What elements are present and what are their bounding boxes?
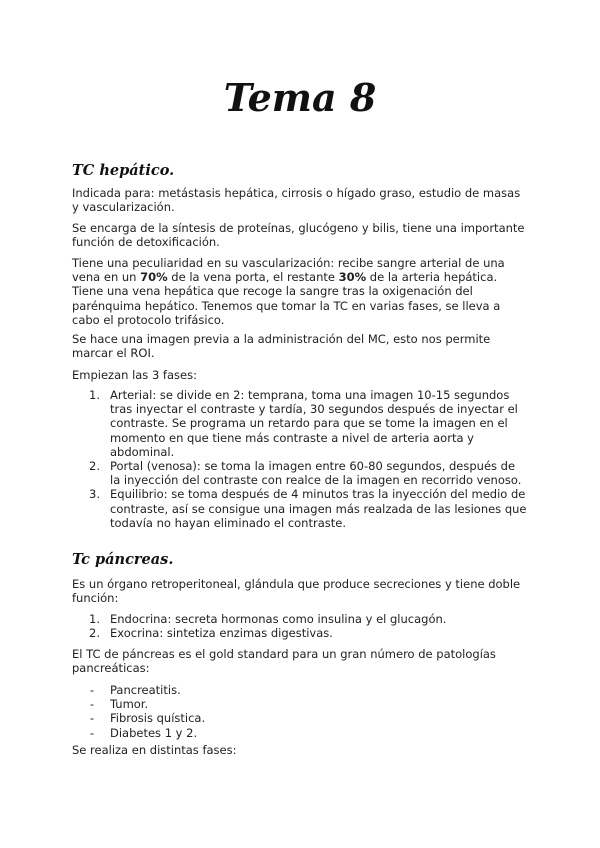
vascularization-text-a: Tiene una peculiaridad en su vascularización: recibe sangre arterial de una vena en un bbox=[72, 256, 505, 285]
paragraph-roi: Se hace una imagen previa a la administración del MC, esto nos permite marcar el ROI. bbox=[72, 332, 491, 361]
list-item bbox=[72, 626, 528, 640]
paragraph-pancreas-intro: Es un órgano retroperitoneal, glándula que produce secreciones y tiene doble función: bbox=[72, 577, 521, 606]
vascularization-portal-percent: 70% bbox=[140, 270, 168, 285]
dash-bullet: - bbox=[90, 725, 95, 740]
list-item bbox=[72, 612, 528, 626]
paragraph-functions: Se encarga de la síntesis de proteínas, glucógeno y bilis, tiene una importante función de detoxificación. bbox=[72, 221, 525, 250]
function-endocrine-text: Endocrina: secreta hormonas como insulina y el glucagón. bbox=[110, 612, 447, 626]
phase-portal-text: Portal (venosa): se toma la imagen entre 60-80 segundos, después de la inyección del contraste con realce de la imagen en recorrido venoso. bbox=[110, 459, 522, 488]
list-item bbox=[72, 487, 528, 530]
paragraph-gold-standard: El TC de páncreas es el gold standard para un gran número de patologías pancreáticas: bbox=[72, 647, 496, 676]
list-item bbox=[72, 697, 528, 711]
section-heading-tc-hepatico: TC hepático. bbox=[72, 162, 175, 179]
list-number: 3. bbox=[89, 487, 100, 502]
dash-bullet: - bbox=[90, 711, 95, 726]
vascularization-text-c: de la vena porta, el restante bbox=[167, 270, 339, 285]
paragraph-phases-pancreas: Se realiza en distintas fases: bbox=[72, 743, 237, 757]
paragraph-phases-intro: Empiezan las 3 fases: bbox=[72, 368, 197, 382]
dash-bullet: - bbox=[90, 683, 95, 697]
paragraph-vascularization bbox=[72, 256, 528, 327]
pancreas-functions-list bbox=[72, 612, 528, 640]
dash-bullet: - bbox=[90, 697, 95, 712]
pathology-text: Diabetes 1 y 2. bbox=[110, 725, 198, 740]
page-title: Tema 8 bbox=[223, 75, 377, 120]
list-item bbox=[72, 459, 528, 487]
phase-arterial-text: Arterial: se divide en 2: temprana, toma una imagen 10-15 segundos tras inyectar el contraste y tardía, 30 segundos después de inyectar el contraste. Se programa un retardo para que se tome la imagen en el momento en que tiene más contraste a nivel de arteria aorta y abdominal. bbox=[110, 388, 518, 459]
list-item bbox=[72, 388, 528, 459]
list-item bbox=[72, 683, 528, 697]
list-item bbox=[72, 711, 528, 725]
list-number: 2. bbox=[89, 626, 100, 641]
phases-list bbox=[72, 388, 528, 530]
phase-equilibrium-text: Equilibrio: se toma después de 4 minutos tras la inyección del medio de contraste, así se consigue una imagen más realzada de las lesiones que todavía no hayan eliminado el contraste. bbox=[110, 487, 527, 530]
list-number: 1. bbox=[89, 388, 100, 402]
section-heading-tc-pancreas: Tc páncreas. bbox=[72, 551, 174, 568]
pathologies-list bbox=[72, 683, 528, 740]
pathology-text: Pancreatitis. bbox=[110, 683, 181, 697]
list-item bbox=[72, 726, 528, 740]
function-exocrine-text: Exocrina: sintetiza enzimas digestivas. bbox=[110, 626, 333, 641]
paragraph-indications: Indicada para: metástasis hepática, cirrosis o hígado graso, estudio de masas y vascularización. bbox=[72, 186, 521, 215]
list-number: 1. bbox=[89, 612, 100, 626]
list-number: 2. bbox=[89, 459, 100, 474]
pathology-text: Tumor. bbox=[110, 697, 149, 712]
vascularization-text-d: de la arteria hepática. Tiene una vena hepática que recoge la sangre tras la oxigenación del parénquima hepático. Tenemos que tomar la TC en varias fases, se lleva a cabo el protocolo trifásico. bbox=[72, 270, 501, 327]
vascularization-arterial-percent: 30% bbox=[338, 270, 367, 285]
pathology-text: Fibrosis quística. bbox=[110, 711, 206, 726]
